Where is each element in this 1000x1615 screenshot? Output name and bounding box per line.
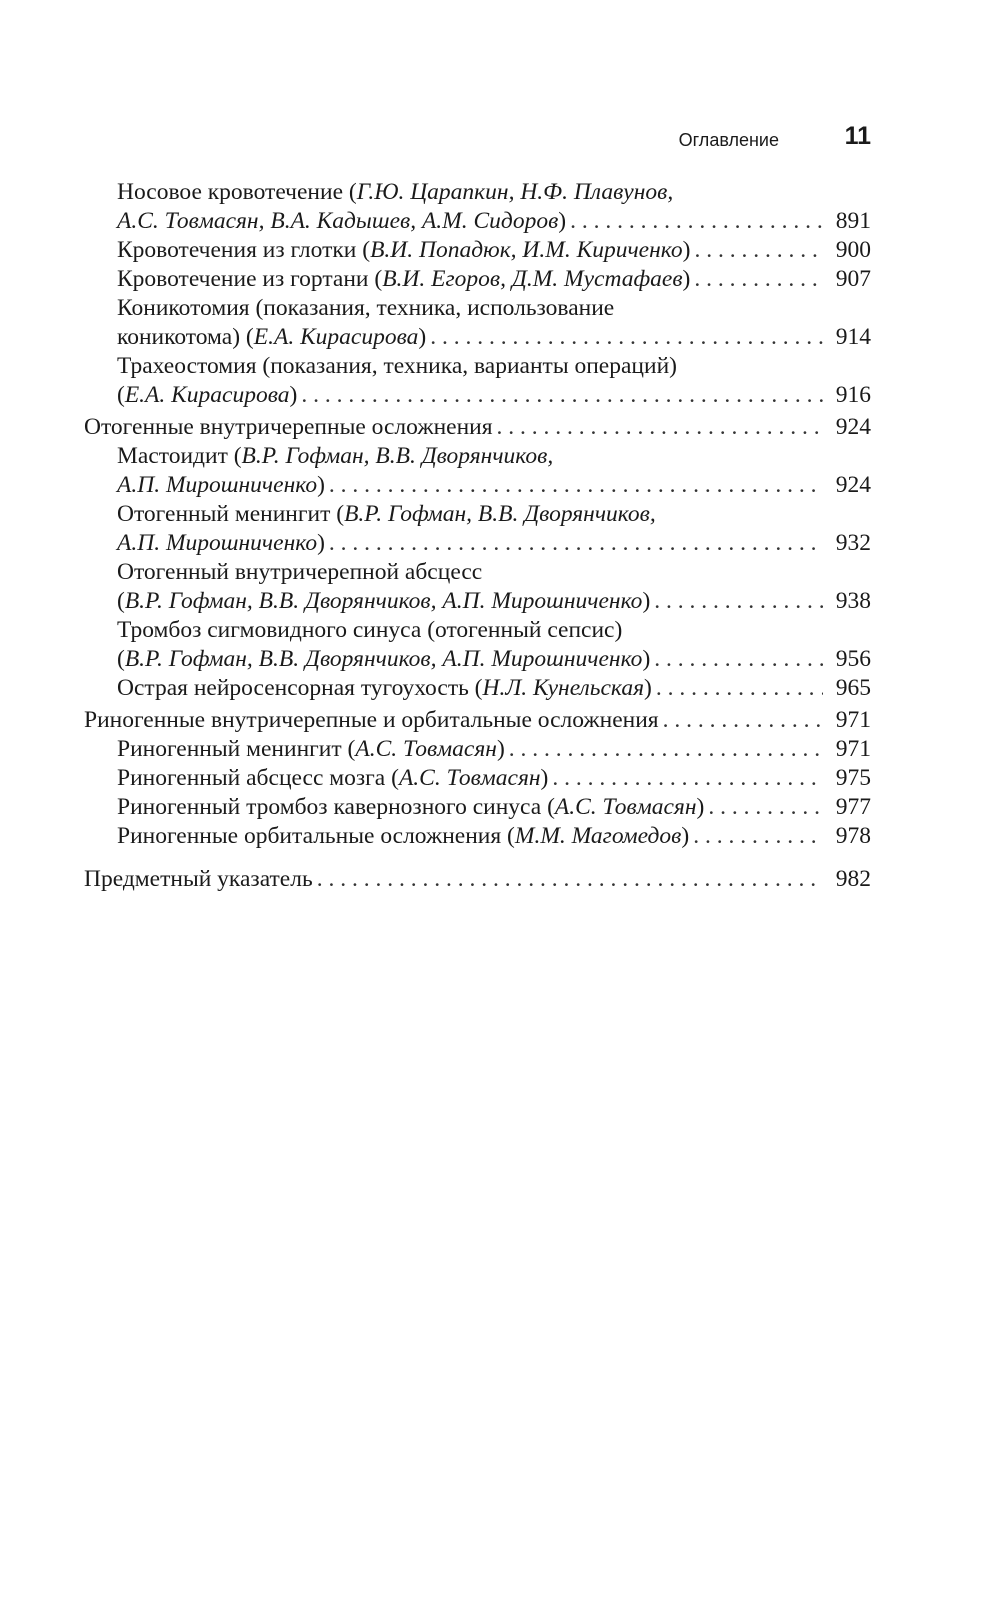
dot-leader — [329, 529, 823, 558]
toc-section[interactable] — [84, 178, 871, 236]
toc-authors: А.П. Мирошниченко — [117, 530, 318, 556]
toc-line — [117, 323, 871, 352]
toc-page-number: 916 — [835, 382, 871, 408]
dot-leader — [497, 413, 823, 442]
toc-section[interactable] — [84, 558, 871, 616]
toc-line — [117, 381, 871, 410]
toc-page-number: 971 — [835, 736, 871, 762]
toc-title: Риногенный менингит ( — [117, 736, 356, 762]
toc-line — [84, 706, 871, 735]
dot-leader — [329, 471, 823, 500]
toc-line — [117, 674, 871, 703]
toc-line — [117, 500, 871, 529]
toc-line — [117, 442, 871, 471]
toc-title-close: ) — [642, 588, 651, 614]
toc-authors: В.Р. Гофман, В.В. Дворянчиков, — [241, 443, 554, 469]
toc-section[interactable] — [84, 822, 871, 851]
toc-authors: Г.Ю. Царапкин, Н.Ф. Плавунов, — [356, 179, 674, 205]
toc-title: Коникотомия (показания, техника, использование — [117, 295, 615, 321]
toc-line — [117, 558, 871, 587]
dot-leader — [570, 207, 823, 236]
toc-page-number: 956 — [835, 646, 871, 672]
toc-page-number: 938 — [835, 588, 871, 614]
toc-authors: А.С. Товмасян — [355, 736, 497, 762]
toc-chapter[interactable] — [84, 706, 871, 735]
toc-section[interactable] — [84, 500, 871, 558]
toc-chapter[interactable] — [84, 413, 871, 442]
dot-leader — [317, 865, 823, 894]
toc-authors: В.Р. Гофман, В.В. Дворянчиков, — [344, 501, 656, 527]
toc-title: Отогенный менингит ( — [117, 501, 345, 527]
toc-line — [117, 529, 871, 558]
toc-section[interactable] — [84, 294, 871, 352]
toc-section[interactable] — [84, 674, 871, 703]
toc-authors: Е.А. Кирасирова — [253, 324, 419, 350]
toc-line — [117, 587, 871, 616]
toc-line — [117, 236, 871, 265]
toc-section[interactable] — [84, 793, 871, 822]
dot-leader — [693, 822, 823, 851]
toc-title: Мастоидит ( — [117, 443, 242, 469]
toc-page-number: 924 — [835, 472, 871, 498]
toc-page-number: 965 — [835, 675, 871, 701]
toc-title: Острая нейросенсорная тугоухость ( — [117, 675, 483, 701]
page-number: 11 — [844, 122, 871, 150]
toc-section[interactable] — [84, 236, 871, 265]
toc-title-close: ) — [418, 324, 427, 350]
toc-title-close: ) — [558, 208, 567, 234]
toc-title-close: ) — [289, 382, 298, 408]
dot-leader — [301, 381, 823, 410]
toc-title: ( — [117, 646, 125, 672]
toc-section[interactable] — [84, 735, 871, 764]
toc-line — [117, 793, 871, 822]
toc-line — [117, 294, 871, 323]
toc-title: Отогенный внутричерепной абсцесс — [117, 559, 483, 585]
toc-chapter[interactable] — [84, 865, 871, 894]
toc-title-close: ) — [317, 530, 325, 556]
toc-title: Предметный указатель — [84, 866, 313, 892]
toc-title: Риногенные орбитальные осложнения ( — [117, 823, 515, 849]
toc-title: Отогенные внутричерепные осложнения — [84, 414, 493, 440]
toc-authors: А.С. Товмасян — [398, 765, 541, 791]
toc-title: Тромбоз сигмовидного синуса (отогенный сепсис) — [117, 617, 623, 643]
dot-leader — [656, 674, 823, 703]
toc-title-close: ) — [682, 266, 691, 292]
toc-title: Трахеостомия (показания, техника, варианты операций) — [117, 353, 677, 379]
toc-title-close: ) — [682, 237, 691, 263]
toc-authors: Н.Л. Кунельская — [482, 675, 645, 701]
toc-page-number: 891 — [835, 208, 871, 234]
dot-leader — [654, 645, 823, 674]
toc-page-number: 971 — [835, 707, 871, 733]
toc-title-close: ) — [642, 646, 651, 672]
dot-leader — [509, 735, 823, 764]
toc-page-number: 900 — [835, 237, 871, 263]
toc-title: ( — [117, 382, 125, 408]
toc-title: Кровотечения из глотки ( — [117, 237, 371, 263]
toc-authors: В.И. Попадюк, И.М. Кириченко — [370, 237, 683, 263]
toc-line — [117, 764, 871, 793]
toc-line — [117, 207, 871, 236]
toc-authors: А.П. Мирошниченко — [117, 472, 318, 498]
dot-leader — [694, 236, 823, 265]
toc-title: коникотома) ( — [117, 324, 254, 350]
toc-line — [117, 471, 871, 500]
toc-title: Кровотечение из гортани ( — [117, 266, 383, 292]
dot-leader — [708, 793, 823, 822]
toc-title: Носовое кровотечение ( — [117, 179, 357, 205]
toc-page-number: 978 — [835, 823, 871, 849]
toc-authors: М.М. Магомедов — [514, 823, 682, 849]
toc-title-close: ) — [696, 794, 705, 820]
toc-title: Риногенный абсцесс мозга ( — [117, 765, 399, 791]
toc-page-number: 932 — [835, 530, 871, 556]
toc-line — [117, 265, 871, 294]
toc-line — [117, 645, 871, 674]
toc-line — [84, 413, 871, 442]
toc-authors: Е.А. Кирасирова — [124, 382, 290, 408]
toc-line — [117, 616, 871, 645]
dot-leader — [552, 764, 823, 793]
dot-leader — [430, 323, 823, 352]
toc-page-number: 975 — [835, 765, 871, 791]
toc-authors: В.Р. Гофман, В.В. Дворянчиков, А.П. Мирошниченко — [124, 646, 643, 672]
toc-section[interactable] — [84, 442, 871, 500]
toc-title-close: ) — [681, 823, 690, 849]
toc-section[interactable] — [84, 616, 871, 674]
toc-title: Риногенный тромбоз кавернозного синуса ( — [117, 794, 555, 820]
table-of-contents — [84, 178, 871, 894]
toc-page-number: 924 — [835, 414, 871, 440]
toc-title-close: ) — [496, 736, 505, 762]
toc-page-number: 907 — [835, 266, 871, 292]
toc-title-close: ) — [644, 675, 652, 701]
toc-section[interactable] — [84, 352, 871, 410]
dot-leader — [663, 706, 823, 735]
toc-authors: А.С. Товмасян — [554, 794, 697, 820]
toc-page-number: 982 — [835, 866, 871, 892]
toc-authors: В.И. Егоров, Д.М. Мустафаев — [382, 266, 683, 292]
toc-line — [117, 735, 871, 764]
dot-leader — [694, 265, 823, 294]
toc-page-number: 977 — [835, 794, 871, 820]
running-head: Оглавление — [678, 130, 779, 150]
toc-line — [117, 822, 871, 851]
toc-title-close: ) — [317, 472, 325, 498]
toc-section[interactable] — [84, 764, 871, 793]
toc-title: ( — [117, 588, 125, 614]
toc-line — [117, 352, 871, 381]
toc-authors: А.С. Товмасян, В.А. Кадышев, А.М. Сидоров — [117, 208, 559, 234]
toc-authors: В.Р. Гофман, В.В. Дворянчиков, А.П. Мирошниченко — [124, 588, 643, 614]
toc-line — [117, 178, 871, 207]
toc-section[interactable] — [84, 265, 871, 294]
toc-page-number: 914 — [835, 324, 871, 350]
toc-title-close: ) — [540, 765, 549, 791]
dot-leader — [654, 587, 823, 616]
toc-line — [84, 865, 871, 894]
toc-title: Риногенные внутричерепные и орбитальные осложнения — [84, 707, 659, 733]
page-header — [84, 118, 871, 158]
